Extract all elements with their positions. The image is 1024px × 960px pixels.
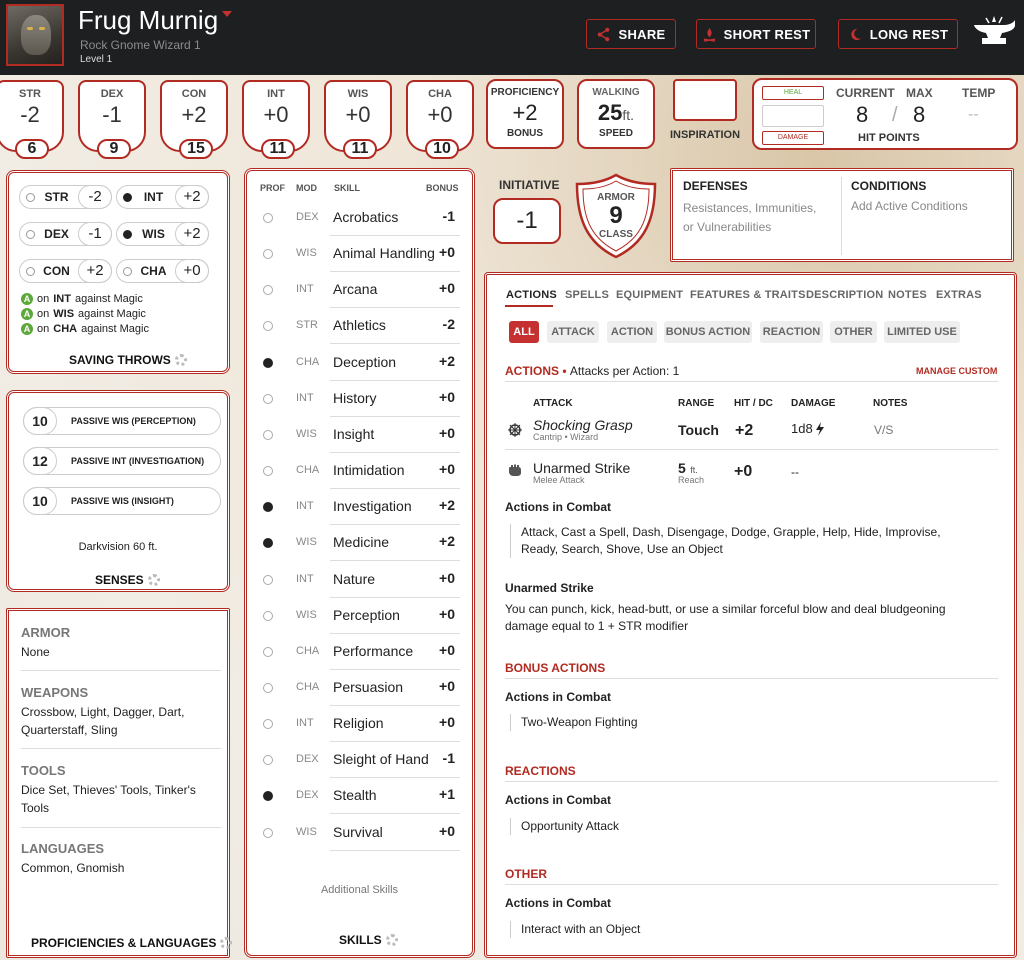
gear-icon[interactable] [220,937,232,949]
long-rest-button[interactable]: LONG REST [838,19,958,49]
character-level: Level 1 [80,54,113,65]
interact-with-object[interactable]: Interact with an Object [510,921,640,938]
active-tab-underline [505,305,553,307]
initiative-label: INITIATIVE [499,178,560,192]
proficiency-dot [26,193,35,202]
save-con[interactable]: CON +2 [19,259,112,283]
skill-row[interactable] [250,815,460,851]
skill-row[interactable] [250,345,460,381]
skills-title: SKILLS [339,933,398,947]
proficiency-dot [263,611,273,621]
col-range: RANGE [678,398,715,409]
chevron-down-icon[interactable] [222,11,232,17]
defenses-text[interactable]: Resistances, Immunities, or Vulnerabilities [683,201,817,234]
attack-subtitle: Cantrip • Wizard [533,432,599,442]
passive-perception: 10 PASSIVE WIS (PERCEPTION) [23,407,221,435]
skill-row[interactable] [250,381,460,417]
passive-investigation: 12 PASSIVE INT (INVESTIGATION) [23,447,221,475]
current-hp[interactable]: 8 [856,102,869,127]
max-hp: 8 [913,102,926,127]
other-heading: OTHER [505,867,547,881]
bonus-actions-subtitle: Actions in Combat [505,690,612,704]
skill-modifier: DEX [296,789,319,802]
proficiency-languages: LANGUAGES Common, Gnomish [21,841,125,875]
proficiency-dot [263,249,273,259]
skill-bonus[interactable]: +0 [439,244,455,261]
skill-bonus[interactable]: +0 [439,714,455,731]
skill-bonus[interactable]: -2 [442,316,455,333]
campfire-icon [702,27,717,42]
skill-modifier: INT [296,283,314,296]
skill-bonus[interactable]: +0 [439,677,455,694]
filter-other[interactable]: OTHER [830,321,877,343]
hit-points-panel: HEAL DAMAGE CURRENT MAX TEMP 8 / 8 -- HIT POINTS [752,78,1018,150]
defenses-conditions-panel [670,168,1014,262]
skill-row[interactable] [250,453,460,489]
skills-header-prof: PROF [260,183,286,193]
skill-modifier: DEX [296,211,319,223]
attack-range-label: Reach [678,475,705,485]
proficiency-dot [263,647,273,657]
skill-row[interactable] [250,670,460,706]
tab-notes[interactable]: NOTES [888,289,927,301]
skill-modifier: DEX [296,753,319,766]
proficiencies-title: PROFICIENCIES & LANGUAGES [31,936,232,950]
conditions-title[interactable]: CONDITIONS [851,179,927,193]
attack-row-shocking-grasp[interactable] [505,412,998,450]
skill-row[interactable] [250,200,460,236]
skill-row[interactable] [250,778,460,814]
tab-actions[interactable]: ACTIONS [506,289,557,301]
attack-range: Touch [678,422,719,438]
saving-throws-title: SAVING THROWS [69,353,187,367]
proficiency-dot [263,683,273,693]
inspiration[interactable]: INSPIRATION [668,79,742,145]
proficiency-dot [263,791,273,801]
tab-description[interactable]: DESCRIPTION [806,289,884,301]
save-dex[interactable]: DEX -1 [19,222,112,246]
skill-row[interactable] [250,562,460,598]
skill-bonus[interactable]: +0 [439,280,455,297]
skill-name: Sleight of Hand [333,751,429,768]
proficiency-bonus: PROFICIENCY +2 BONUS [486,79,564,149]
divider [330,850,460,851]
actions-in-combat-list: Attack, Cast a Spell, Dash, Disengage, Dodge, Grapple, Help, Hide, Improvise, Ready, Search, Shove, Use an Object [510,524,980,558]
skill-row[interactable] [250,742,460,778]
proficiency-dot [263,430,273,440]
skill-bonus[interactable]: +1 [439,786,455,803]
skills-header-skill: SKILL [334,183,360,193]
skill-modifier: CHA [296,680,320,693]
attack-notes: V/S [874,423,894,437]
filter-action[interactable]: ACTION [607,321,657,343]
share-icon [596,27,611,42]
attack-row-unarmed-strike[interactable] [505,452,998,490]
skill-name: Persuasion [333,678,404,695]
saving-throws-panel [6,170,230,374]
skill-row[interactable] [250,236,460,272]
actions-in-combat-title: Actions in Combat [505,500,612,514]
attack-range: 5 ft. [678,460,698,476]
skill-bonus[interactable]: +2 [439,497,455,514]
skill-name: Medicine [333,534,390,551]
skill-bonus[interactable]: +0 [439,605,455,622]
proficiency-dot [263,538,273,548]
skill-row[interactable] [250,706,460,742]
skill-bonus[interactable]: -1 [442,208,455,224]
skill-bonus[interactable]: +0 [439,641,455,658]
character-portrait[interactable] [6,4,64,66]
proficiency-dot [26,230,35,239]
tab-spells[interactable]: SPELLS [565,289,609,301]
ability-wis[interactable]: WIS +0 11 [324,80,392,152]
advantage-icon: A [21,293,33,305]
skill-bonus[interactable]: +0 [439,822,455,839]
character-race-class: Rock Gnome Wizard 1 [80,38,201,52]
unarmed-strike-text: You can punch, kick, head-butt, or use a similar forceful blow and deal bludgeoning damage equal to 1 + STR modifier [505,602,946,633]
proficiency-tools: TOOLS Dice Set, Thieves' Tools, Tinker's Tools [21,763,196,815]
proficiency-dot [263,575,273,585]
initiative-value[interactable]: -1 [493,198,561,244]
save-advantage-wis: A on WIS against Magic [21,308,146,320]
col-damage: DAMAGE [791,398,836,409]
skill-name: Animal Handling [333,245,435,262]
hp-amount-input[interactable] [762,105,824,127]
advantage-icon: A [21,323,33,335]
skill-name: Insight [333,425,375,442]
heal-button[interactable]: HEAL [762,86,824,100]
proficiency-dot [263,719,273,729]
opportunity-attack[interactable]: Opportunity Attack [510,818,619,835]
other-subtitle: Actions in Combat [505,896,612,910]
proficiency-dot [263,285,273,295]
proficiency-dot [263,394,273,404]
character-header [0,0,1024,75]
additional-skills-link[interactable]: Additional Skills [320,884,399,896]
attack-name: Shocking Grasp [533,417,633,433]
skill-name: History [333,389,377,406]
proficiency-dot [263,755,273,765]
skill-name: Performance [333,642,414,659]
walking-speed: WALKING 25ft. SPEED [577,79,655,149]
actions-heading: ACTIONS • Attacks per Action: 1 [505,364,680,378]
gear-icon[interactable] [386,934,398,946]
attack-hit-button[interactable]: +0 [734,463,753,480]
divider [505,381,998,382]
skill-modifier: INT [296,717,314,730]
attack-damage: -- [791,465,799,479]
gear-icon[interactable] [148,574,160,586]
lightning-icon [815,422,825,436]
skill-modifier: CHA [296,644,320,657]
skill-modifier: WIS [296,825,317,838]
skill-bonus[interactable]: -1 [442,750,455,767]
skill-modifier: STR [296,319,318,332]
filter-limited-use[interactable]: LIMITED USE [884,321,960,343]
class-label: CLASS [599,229,633,240]
filter-reaction[interactable]: REACTION [760,321,823,343]
save-cha[interactable]: CHA +0 [116,259,209,283]
skill-bonus[interactable]: +0 [439,424,455,441]
skill-name: Acrobatics [333,209,399,225]
proficiency-dot [263,466,273,476]
reactions-heading: REACTIONS [505,764,576,778]
proficiency-dot [123,193,132,202]
conditions-text[interactable]: Add Active Conditions [851,199,968,213]
share-button[interactable]: SHARE [586,19,676,49]
save-int[interactable]: INT +2 [116,185,209,209]
skill-modifier: CHA [296,355,320,368]
armor-label: ARMOR [597,192,635,203]
gear-icon[interactable] [175,354,187,366]
skill-row[interactable] [250,525,460,561]
moon-icon [848,27,863,42]
skill-name: Intimidation [333,462,405,479]
save-wis[interactable]: WIS +2 [116,222,209,246]
skill-name: Nature [333,570,376,587]
proficiency-dot [26,267,35,276]
save-advantage-int: A on INT against Magic [21,293,143,305]
filter-attack[interactable]: ATTACK [547,321,599,343]
skill-bonus[interactable]: +0 [439,388,455,405]
skill-bonus[interactable]: +2 [439,533,455,550]
divider [505,781,998,782]
skill-name: Religion [333,715,384,732]
attack-name: Unarmed Strike [533,460,631,476]
proficiency-armor: ARMOR None [21,625,71,659]
skill-name: Stealth [333,787,377,804]
ability-str[interactable]: STR -2 6 [0,80,64,152]
proficiency-dot [263,502,273,512]
skill-modifier: WIS [296,427,317,440]
proficiency-dot [263,321,273,331]
skill-bonus[interactable]: +0 [439,569,455,586]
inspiration-toggle[interactable] [673,79,737,121]
col-hit-dc: HIT / DC [734,398,773,409]
skill-modifier: WIS [296,536,317,549]
temp-hp[interactable]: -- [968,106,979,123]
damage-button[interactable]: DAMAGE [762,131,824,145]
advantage-icon: A [21,308,33,320]
skill-modifier: INT [296,500,314,513]
skill-row[interactable] [250,598,460,634]
anvil-logo-icon[interactable] [972,14,1016,50]
two-weapon-fighting[interactable]: Two-Weapon Fighting [510,714,638,731]
skill-modifier: WIS [296,608,317,621]
manage-custom-link[interactable]: MANAGE CUSTOM [916,366,998,376]
proficiency-dot [263,358,273,368]
divider [505,678,998,679]
passive-insight: 10 PASSIVE WIS (INSIGHT) [23,487,221,515]
senses-title: SENSES [95,573,160,587]
tab-features-traits[interactable]: FEATURES & TRAITS [690,289,806,301]
proficiency-dot [123,267,132,276]
filter-all[interactable]: ALL [509,321,539,343]
character-name[interactable]: Frug Murnig [78,5,232,36]
reactions-subtitle: Actions in Combat [505,793,612,807]
tab-extras[interactable]: EXTRAS [936,289,982,301]
save-str[interactable]: STR -2 [19,185,112,209]
ability-con[interactable]: CON +2 15 [160,80,228,152]
skill-name: Perception [333,606,400,623]
darkvision-text: Darkvision 60 ft. [78,541,158,553]
save-advantage-cha: A on CHA against Magic [21,323,149,335]
skill-name: Investigation [333,498,412,515]
divider [505,884,998,885]
col-notes: NOTES [873,398,908,409]
ability-int[interactable]: INT +0 11 [242,80,310,152]
proficiencies-panel [6,608,230,958]
skill-row[interactable] [250,272,460,308]
filter-bonus-action[interactable]: BONUS ACTION [664,321,752,343]
skills-header-bonus: BONUS [426,183,459,193]
skill-row[interactable] [250,489,460,525]
skill-name: Survival [333,823,383,840]
spell-icon [507,422,523,438]
senses-panel [6,390,230,592]
armor-class-value: 9 [609,202,623,229]
attack-damage-button[interactable]: 1d8 [791,421,825,436]
proficiency-weapons: WEAPONS Crossbow, Light, Dagger, Dart, Quarterstaff, Sling [21,685,185,737]
skill-modifier: INT [296,391,314,404]
bonus-actions-heading: BONUS ACTIONS [505,661,606,675]
skill-modifier: WIS [296,247,317,260]
proficiency-dot [263,213,273,223]
skill-bonus[interactable]: +2 [439,352,455,369]
skill-name: Athletics [333,317,386,334]
fist-icon [507,462,523,478]
skill-row[interactable] [250,634,460,670]
tab-equipment[interactable]: EQUIPMENT [616,289,684,301]
skill-modifier: INT [296,572,314,585]
skill-row[interactable] [250,417,460,453]
skills-header-mod: MOD [296,183,317,193]
skill-bonus[interactable]: +0 [439,461,455,478]
skill-modifier: CHA [296,464,320,477]
skill-name: Arcana [333,281,378,298]
skill-name: Deception [333,353,397,370]
attack-subtitle: Melee Attack [533,475,585,485]
proficiency-dot [263,828,273,838]
ability-dex[interactable]: DEX -1 9 [78,80,146,152]
col-attack: ATTACK [533,398,573,409]
skill-row[interactable] [250,308,460,344]
unarmed-strike-title: Unarmed Strike [505,581,594,595]
attack-hit-button[interactable]: +2 [735,422,754,439]
defenses-title[interactable]: DEFENSES [683,179,748,193]
ability-cha[interactable]: CHA +0 10 [406,80,474,152]
proficiency-dot [123,230,132,239]
short-rest-button[interactable]: SHORT REST [696,19,816,49]
